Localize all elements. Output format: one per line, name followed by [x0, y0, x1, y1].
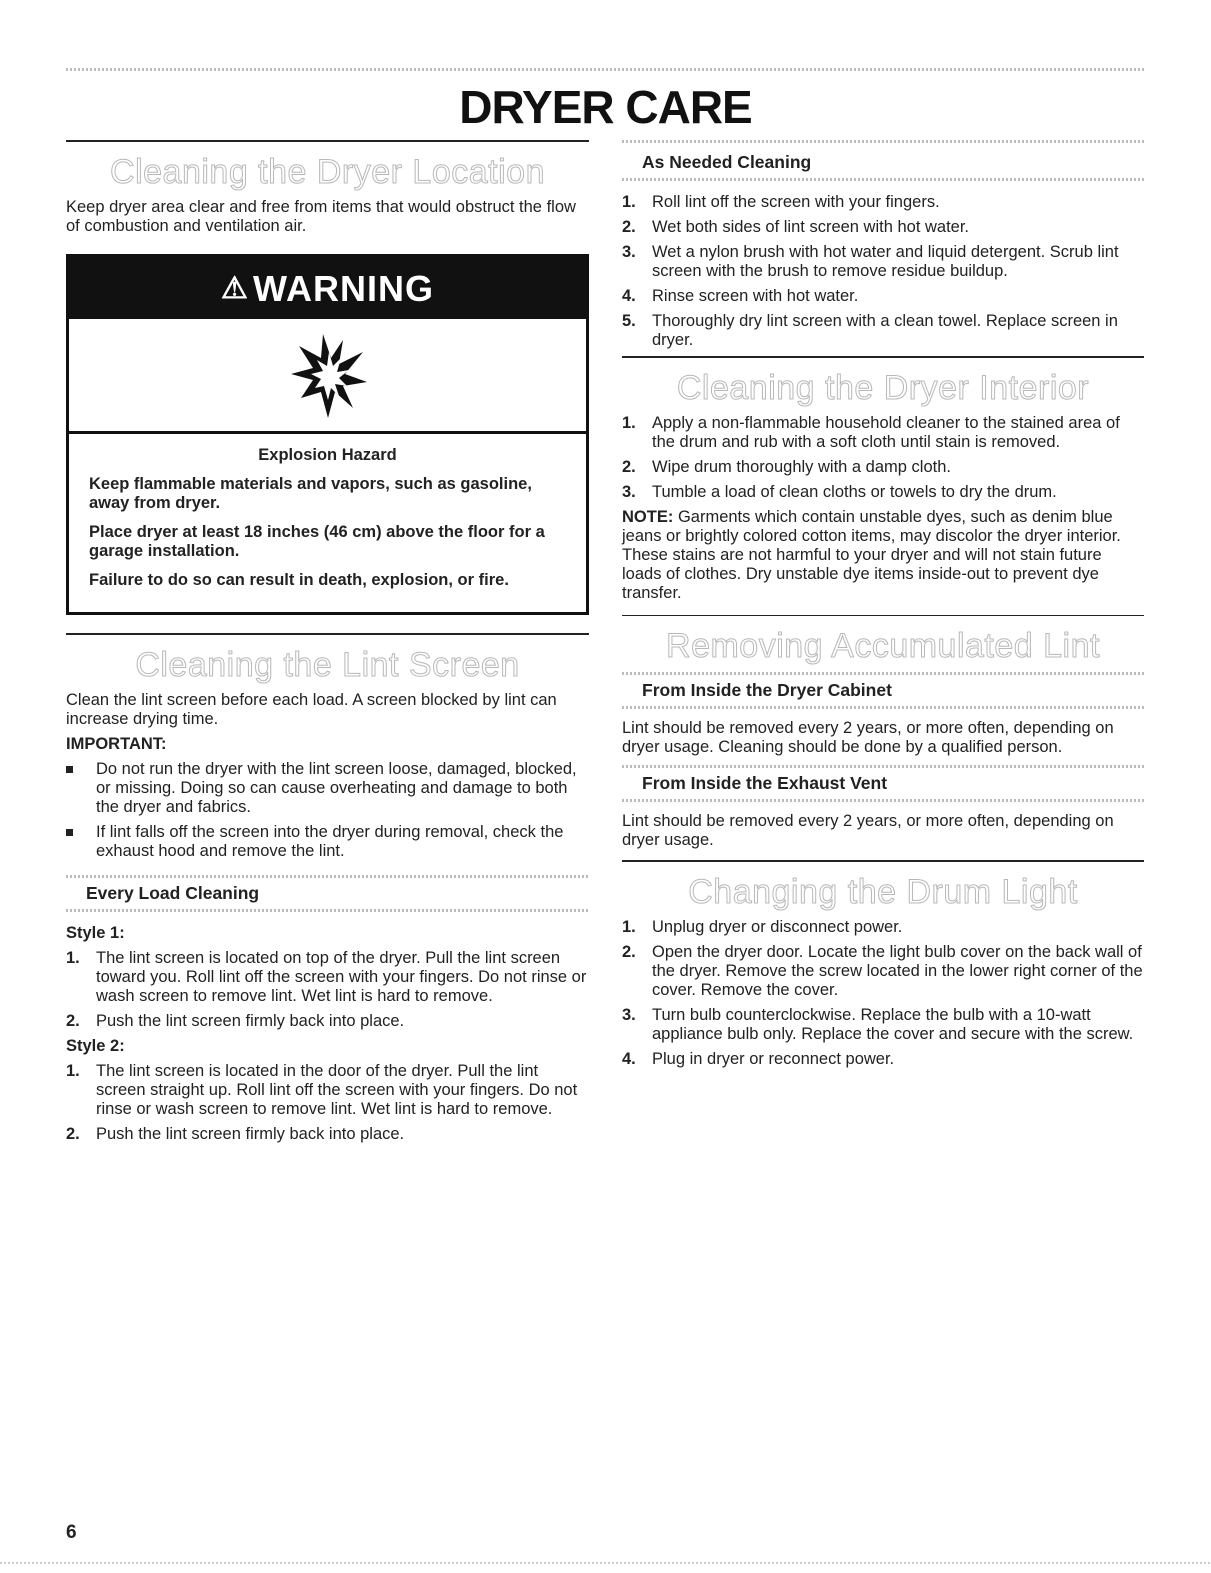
- warning-line: Failure to do so can result in death, explosion, or fire.: [89, 571, 509, 589]
- vent-text: Lint should be removed every 2 years, or more often, depending on dryer usage.: [622, 812, 1114, 849]
- list-item: [622, 918, 1144, 937]
- step-text: Unplug dryer or disconnect power.: [652, 918, 903, 936]
- bullet-text: If lint falls off the screen into the dryer during removal, check the exhaust hood and remove the lint.: [96, 823, 564, 860]
- style1-label: Style 1:: [66, 924, 125, 942]
- list-item: [622, 1006, 1144, 1044]
- list-item: [66, 949, 589, 1006]
- location-body: Keep dryer area clear and free from items that would obstruct the flow of combustion and ventilation air.: [66, 198, 576, 235]
- list-item: [66, 1125, 589, 1144]
- section-title-lint-screen: Cleaning the Lint Screen: [135, 646, 520, 684]
- subsection-title-as-needed: As Needed Cleaning: [642, 152, 812, 172]
- step-text: Thoroughly dry lint screen with a clean towel. Replace screen in dryer.: [652, 312, 1118, 349]
- step-text: Wet a nylon brush with hot water and liquid detergent. Scrub lint screen with the brush to remove residue buildup.: [652, 243, 1119, 280]
- list-item: [622, 1050, 1144, 1069]
- left-column: [66, 140, 589, 1150]
- step-text: Open the dryer door. Locate the light bulb cover on the back wall of the dryer. Remove the screw located in the lower right corner of the cover. Remove the cover.: [652, 943, 1143, 999]
- subsection-rule: [622, 178, 1144, 181]
- step-number: 3.: [622, 1006, 636, 1024]
- cabinet-text: Lint should be removed every 2 years, or more often, depending on dryer usage. Cleaning should be done by a qualified person.: [622, 719, 1114, 756]
- list-item: [622, 414, 1144, 452]
- list-item: [622, 312, 1144, 350]
- step-number: 3.: [622, 483, 636, 501]
- page-number: 6: [66, 1522, 77, 1543]
- subsection-title-cabinet: From Inside the Dryer Cabinet: [642, 680, 892, 700]
- section-title-dryer-location: Cleaning the Dryer Location: [110, 153, 545, 191]
- interior-note: [622, 508, 1144, 603]
- subsection-rule: [66, 909, 589, 912]
- lint-intro: Clean the lint screen before each load. A screen blocked by lint can increase drying time.: [66, 691, 557, 728]
- step-text: Rinse screen with hot water.: [652, 287, 859, 305]
- page-title: DRYER CARE: [459, 81, 752, 133]
- section-rule: [622, 615, 1144, 616]
- section-rule: [622, 860, 1144, 862]
- warning-box: [66, 254, 589, 615]
- step-number: 2.: [622, 218, 636, 236]
- step-number: 2.: [622, 458, 636, 476]
- explosion-icon: [283, 330, 373, 420]
- step-number: 1.: [622, 193, 636, 211]
- step-text: Plug in dryer or reconnect power.: [652, 1050, 895, 1068]
- interior-steps: [622, 414, 1144, 502]
- section-rule: [622, 356, 1144, 358]
- warning-line: Place dryer at least 18 inches (46 cm) above the floor for a garage installation.: [89, 523, 545, 560]
- warning-line: Keep flammable materials and vapors, such as gasoline, away from dryer.: [89, 475, 532, 512]
- bullet-icon: [66, 766, 73, 773]
- important-label: IMPORTANT:: [66, 735, 167, 753]
- style1-steps: [66, 949, 589, 1031]
- step-text: Wet both sides of lint screen with hot water.: [652, 218, 970, 236]
- bullet-icon: [66, 829, 73, 836]
- section-title-dryer-interior: Cleaning the Dryer Interior: [676, 369, 1090, 407]
- bottom-dotted-rule: [0, 1562, 1211, 1564]
- step-text: Apply a non-flammable household cleaner to the stained area of the drum and rub with a soft cloth until stain is removed.: [652, 414, 1120, 451]
- section-rule: [66, 633, 589, 635]
- bullet-text: Do not run the dryer with the lint screen loose, damaged, blocked, or missing. Doing so can cause overheating and damage to both the dryer and fabrics.: [96, 760, 577, 816]
- step-text: The lint screen is located on top of the dryer. Pull the lint screen toward you. Roll lint off the screen with your fingers. Do not rinse or wash screen to remove lint. Wet lint is hard to remove.: [96, 949, 587, 1005]
- important-list: [66, 760, 589, 861]
- warning-text: [69, 434, 586, 612]
- as-needed-steps: [622, 193, 1144, 350]
- step-text: Wipe drum thoroughly with a damp cloth.: [652, 458, 951, 476]
- step-number: 4.: [622, 1050, 636, 1068]
- note-label: NOTE:: [622, 508, 674, 526]
- style2-steps: [66, 1062, 589, 1144]
- list-item: [622, 458, 1144, 477]
- subsection-rule: [622, 799, 1144, 802]
- warning-hazard: Explosion Hazard: [258, 446, 397, 464]
- section-title-drum-light: Changing the Drum Light: [688, 873, 1078, 911]
- list-item: [622, 287, 1144, 306]
- subsection-rule: [622, 706, 1144, 709]
- step-number: 2.: [66, 1125, 80, 1143]
- step-text: Roll lint off the screen with your fingers.: [652, 193, 940, 211]
- list-item: [622, 943, 1144, 1000]
- subsection-title-exhaust-vent: From Inside the Exhaust Vent: [642, 773, 888, 793]
- warning-triangle-icon: ⚠: [221, 271, 249, 305]
- step-number: 1.: [622, 918, 636, 936]
- step-text: Tumble a load of clean cloths or towels to dry the drum.: [652, 483, 1057, 501]
- step-number: 4.: [622, 287, 636, 305]
- step-text: Turn bulb counterclockwise. Replace the bulb with a 10-watt appliance bulb only. Replace the cover and secure with the screw.: [652, 1006, 1134, 1043]
- step-number: 2.: [66, 1012, 80, 1030]
- list-item: [622, 483, 1144, 502]
- top-dotted-rule: [66, 68, 1144, 71]
- list-item: [622, 218, 1144, 237]
- drum-light-steps: [622, 918, 1144, 1069]
- list-item: [66, 823, 589, 861]
- section-rule: [66, 140, 589, 142]
- list-item: [622, 243, 1144, 281]
- step-number: 1.: [66, 949, 80, 967]
- step-number: 3.: [622, 243, 636, 261]
- warning-icon-row: [69, 319, 586, 434]
- section-title-accumulated-lint: Removing Accumulated Lint: [666, 627, 1100, 665]
- step-number: 1.: [622, 414, 636, 432]
- note-text: Garments which contain unstable dyes, such as denim blue jeans or brightly colored cotton items, may discolor the dryer interior. These stains are not harmful to your dryer and will not stain future loads of clothes. Dry unstable dye items inside-out to prevent dye transfer.: [622, 508, 1121, 602]
- list-item: [66, 1012, 589, 1031]
- list-item: [622, 193, 1144, 212]
- style2-label: Style 2:: [66, 1037, 125, 1055]
- step-text: Push the lint screen firmly back into place.: [96, 1012, 405, 1030]
- subsection-title-every-load: Every Load Cleaning: [86, 883, 260, 903]
- warning-header: [69, 257, 586, 319]
- right-column: [622, 140, 1144, 1075]
- step-number: 2.: [622, 943, 636, 961]
- list-item: [66, 1062, 589, 1119]
- step-text: Push the lint screen firmly back into place.: [96, 1125, 405, 1143]
- step-number: 1.: [66, 1062, 80, 1080]
- step-number: 5.: [622, 312, 636, 330]
- step-text: The lint screen is located in the door of the dryer. Pull the lint screen straight up. Roll lint off the screen with your fingers. Do not rinse or wash screen to remove lint. Wet lint is hard to remove.: [96, 1062, 578, 1118]
- warning-label: WARNING: [252, 267, 434, 309]
- list-item: [66, 760, 589, 817]
